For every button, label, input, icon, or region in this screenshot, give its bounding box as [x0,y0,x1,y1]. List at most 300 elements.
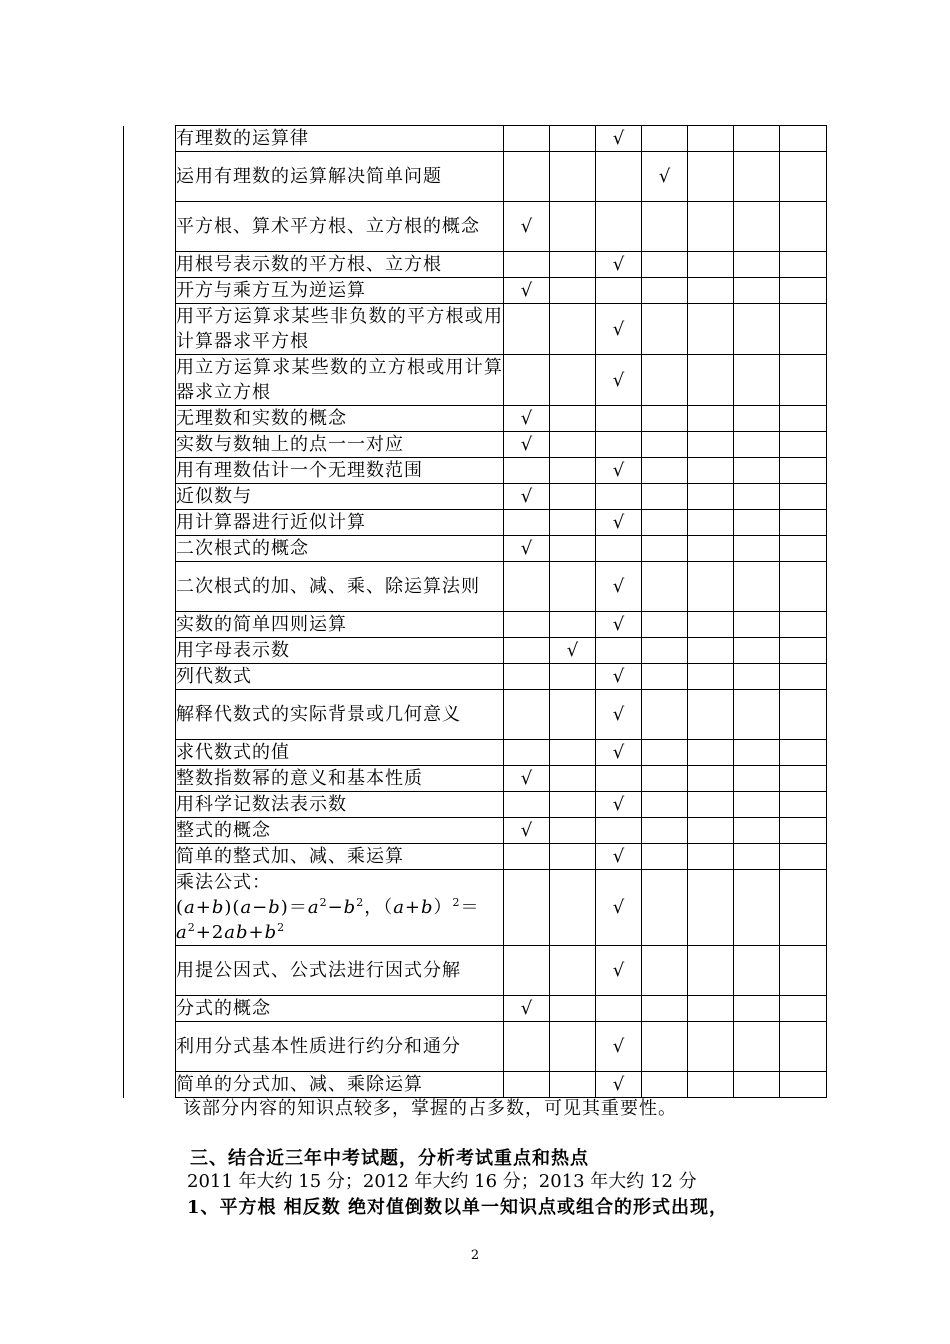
level-cell [504,766,550,792]
table-row [124,432,827,458]
level-cell [780,870,827,946]
level-cell [550,690,596,740]
check-mark: √ [520,434,533,455]
level-cell [596,432,642,458]
knowledge-table [123,125,827,1098]
check-mark: √ [612,128,625,149]
topic-cell: 求代数式的值 [176,740,504,766]
level-cell [734,844,780,870]
level-cell [596,844,642,870]
level-cell [504,278,550,304]
table-row [124,996,827,1022]
section-heading: 三、结合近三年中考试题，分析考试重点和热点 [190,1148,589,1169]
level-cell [504,126,550,152]
level-cell [504,152,550,202]
level-cell [734,1022,780,1072]
level-cell [688,304,734,355]
topic-cell: 有理数的运算律 [176,126,504,152]
level-cell [504,612,550,638]
topic-cell: 分式的概念 [176,996,504,1022]
level-cell [550,664,596,690]
level-cell [642,126,688,152]
level-cell [504,458,550,484]
category-cell [124,946,176,996]
level-cell [780,638,827,664]
level-cell [642,946,688,996]
topic-cell: 用字母表示数 [176,638,504,664]
level-cell [642,844,688,870]
table-row [124,126,827,152]
topic-cell: 利用分式基本性质进行约分和通分 [176,1022,504,1072]
level-cell [734,126,780,152]
category-cell [124,458,176,484]
level-cell [596,690,642,740]
topic-cell: 开方与乘方互为逆运算 [176,278,504,304]
level-cell [780,406,827,432]
level-cell [642,152,688,202]
level-cell [550,612,596,638]
check-mark: √ [520,820,533,841]
level-cell [688,126,734,152]
level-cell [780,510,827,536]
check-mark: √ [658,166,671,187]
level-cell [504,406,550,432]
level-cell [780,355,827,406]
formula-title: 乘法公式： [176,872,271,893]
level-cell [504,432,550,458]
level-cell [688,355,734,406]
table-row [124,664,827,690]
level-cell [504,740,550,766]
table-row [124,1022,827,1072]
level-cell [550,278,596,304]
level-cell [734,792,780,818]
level-cell [734,406,780,432]
table-row [124,870,827,946]
level-cell [780,664,827,690]
level-cell [642,818,688,844]
check-mark: √ [612,1036,625,1057]
category-cell [124,252,176,278]
table-row [124,202,827,252]
level-cell [734,638,780,664]
check-mark: √ [612,846,625,867]
check-mark: √ [612,460,625,481]
table-row [124,612,827,638]
check-mark: √ [612,742,625,763]
level-cell [550,562,596,612]
level-cell [734,664,780,690]
level-cell [504,946,550,996]
topic-cell: 简单的整式加、减、乘运算 [176,844,504,870]
level-cell [550,844,596,870]
category-cell [124,638,176,664]
level-cell [688,844,734,870]
topic-cell: 二次根式的概念 [176,536,504,562]
level-cell [550,152,596,202]
category-cell [124,844,176,870]
level-cell [780,458,827,484]
key-point: 1、平方根 相反数 绝对值倒数以单一知识点或组合的形式出现， [187,1197,729,1218]
level-cell [550,406,596,432]
level-cell [734,252,780,278]
level-cell [734,766,780,792]
check-mark: √ [612,794,625,815]
level-cell [642,432,688,458]
level-cell [642,202,688,252]
level-cell [504,996,550,1022]
level-cell [504,638,550,664]
table-row [124,278,827,304]
level-cell [596,152,642,202]
level-cell [780,484,827,510]
level-cell [780,996,827,1022]
category-cell [124,562,176,612]
level-cell [780,202,827,252]
level-cell [780,562,827,612]
table-row [124,638,827,664]
level-cell [596,996,642,1022]
topic-cell: 实数的简单四则运算 [176,612,504,638]
level-cell [734,1072,780,1098]
table-row [124,304,827,355]
level-cell [504,844,550,870]
level-cell [780,1022,827,1072]
check-mark: √ [612,512,625,533]
table-row [124,766,827,792]
table-row [124,484,827,510]
level-cell [596,458,642,484]
check-mark: √ [520,998,533,1019]
level-cell [688,612,734,638]
category-cell [124,510,176,536]
check-mark: √ [520,486,533,507]
topic-cell: 列代数式 [176,664,504,690]
category-cell [124,152,176,202]
level-cell [688,536,734,562]
check-mark: √ [612,614,625,635]
topic-cell [176,870,504,946]
level-cell [734,996,780,1022]
level-cell [688,1022,734,1072]
table-row [124,252,827,278]
level-cell [688,432,734,458]
level-cell [780,126,827,152]
level-cell [550,355,596,406]
level-cell [734,432,780,458]
level-cell [734,562,780,612]
level-cell [596,562,642,612]
level-cell [504,870,550,946]
level-cell [504,252,550,278]
level-cell [596,766,642,792]
category-cell [124,202,176,252]
level-cell [780,946,827,996]
level-cell [550,740,596,766]
level-cell [688,690,734,740]
table-row [124,355,827,406]
level-cell [688,792,734,818]
level-cell [688,278,734,304]
level-cell [688,406,734,432]
level-cell [596,406,642,432]
topic-cell: 解释代数式的实际背景或几何意义 [176,690,504,740]
level-cell [688,638,734,664]
topic-cell: 用计算器进行近似计算 [176,510,504,536]
table-row [124,406,827,432]
level-cell [688,202,734,252]
level-cell [596,304,642,355]
category-cell [124,870,176,946]
topic-cell: 用提公因式、公式法进行因式分解 [176,946,504,996]
level-cell [550,946,596,996]
level-cell [642,870,688,946]
check-mark: √ [612,318,625,340]
level-cell [642,792,688,818]
level-cell [780,252,827,278]
page-number: 2 [470,1248,480,1263]
level-cell [688,870,734,946]
level-cell [504,562,550,612]
level-cell [780,818,827,844]
check-mark: √ [520,216,533,237]
category-cell [124,432,176,458]
level-cell [780,536,827,562]
category-cell [124,664,176,690]
level-cell [596,946,642,996]
level-cell [734,484,780,510]
check-mark: √ [612,704,625,725]
topic-cell: 用有理数估计一个无理数范围 [176,458,504,484]
level-cell [688,818,734,844]
table-row [124,690,827,740]
level-cell [642,304,688,355]
topic-cell: 简单的分式加、减、乘除运算 [176,1072,504,1098]
topic-cell: 平方根、算术平方根、立方根的概念 [176,202,504,252]
level-cell [550,792,596,818]
topic-cell: 实数与数轴上的点一一对应 [176,432,504,458]
level-cell [596,126,642,152]
level-cell [550,432,596,458]
level-cell [642,562,688,612]
level-cell [596,1022,642,1072]
topic-cell: 二次根式的加、减、乘、除运算法则 [176,562,504,612]
check-mark: √ [520,408,533,429]
level-cell [688,664,734,690]
category-cell [124,304,176,355]
check-mark: √ [520,280,533,301]
level-cell [734,946,780,996]
table-row [124,844,827,870]
level-cell [642,740,688,766]
category-cell [124,355,176,406]
level-cell [550,996,596,1022]
check-mark: √ [566,640,579,661]
level-cell [642,406,688,432]
level-cell [596,870,642,946]
level-cell [550,252,596,278]
level-cell [596,278,642,304]
level-cell [504,202,550,252]
level-cell [596,792,642,818]
level-cell [550,304,596,355]
level-cell [550,484,596,510]
level-cell [596,536,642,562]
category-cell [124,1022,176,1072]
level-cell [780,304,827,355]
topic-cell: 无理数和实数的概念 [176,406,504,432]
level-cell [550,458,596,484]
level-cell [688,766,734,792]
level-cell [550,818,596,844]
check-mark: √ [612,576,625,597]
level-cell [734,304,780,355]
level-cell [642,1022,688,1072]
level-cell [688,740,734,766]
level-cell [596,484,642,510]
level-cell [780,740,827,766]
level-cell [504,1022,550,1072]
level-cell [642,458,688,484]
level-cell [780,792,827,818]
level-cell [734,818,780,844]
formula-line-2: $a^2+2ab+b^2$ [176,921,286,943]
level-cell [504,690,550,740]
level-cell [780,278,827,304]
level-cell [550,510,596,536]
category-cell [124,766,176,792]
check-mark: √ [520,768,533,789]
table-row [124,818,827,844]
level-cell [596,510,642,536]
formula-line-1: $(a+b)(a-b)=a^2-b^2$，$(a+b)^2=$ [176,896,480,918]
topic-cell: 用科学记数法表示数 [176,792,504,818]
level-cell [734,152,780,202]
level-cell [780,152,827,202]
level-cell [642,638,688,664]
category-cell [124,690,176,740]
level-cell [642,690,688,740]
level-cell [688,946,734,996]
level-cell [780,612,827,638]
level-cell [688,252,734,278]
level-cell [688,484,734,510]
topic-cell: 用平方运算求某些非负数的平方根或用计算器求平方根 [176,304,504,355]
level-cell [642,996,688,1022]
table-row [124,562,827,612]
check-mark: √ [612,1074,625,1095]
level-cell [734,612,780,638]
level-cell [550,536,596,562]
level-cell [780,1072,827,1098]
topic-cell: 整数指数幂的意义和基本性质 [176,766,504,792]
level-cell [642,766,688,792]
topic-cell: 整式的概念 [176,818,504,844]
level-cell [734,355,780,406]
table-row [124,458,827,484]
level-cell [504,484,550,510]
level-cell [642,536,688,562]
category-cell [124,484,176,510]
level-cell [734,458,780,484]
category-cell [124,740,176,766]
level-cell [550,202,596,252]
level-cell [734,510,780,536]
category-cell [124,996,176,1022]
level-cell [688,152,734,202]
level-cell [596,355,642,406]
category-cell [124,1072,176,1098]
level-cell [688,996,734,1022]
table-row [124,740,827,766]
category-cell [124,406,176,432]
level-cell [642,612,688,638]
level-cell [642,278,688,304]
check-mark: √ [612,666,625,687]
level-cell [504,664,550,690]
table-body [124,126,827,1098]
level-cell [642,484,688,510]
topic-cell: 运用有理数的运算解决简单问题 [176,152,504,202]
check-mark: √ [612,369,625,391]
level-cell [504,792,550,818]
level-cell [596,252,642,278]
level-cell [688,458,734,484]
level-cell [780,690,827,740]
level-cell [734,278,780,304]
level-cell [642,664,688,690]
level-cell [642,510,688,536]
level-cell [550,870,596,946]
category-cell [124,278,176,304]
category-cell [124,792,176,818]
category-cell [124,536,176,562]
level-cell [550,126,596,152]
level-cell [596,612,642,638]
table-row [124,510,827,536]
level-cell [504,536,550,562]
level-cell [734,870,780,946]
table-row [124,946,827,996]
level-cell [734,740,780,766]
check-mark: √ [612,897,625,918]
check-mark: √ [612,960,625,981]
level-cell [688,510,734,536]
level-cell [596,818,642,844]
level-cell [734,202,780,252]
level-cell [688,562,734,612]
level-cell [596,664,642,690]
summary-note: 该部分内容的知识点较多，掌握的占多数，可见其重要性。 [183,1098,677,1119]
topic-cell: 用根号表示数的平方根、立方根 [176,252,504,278]
level-cell [734,536,780,562]
score-history: 2011 年大约 15 分；2012 年大约 16 分；2013 年大约 12 分 [187,1171,697,1192]
level-cell [550,638,596,664]
category-cell [124,818,176,844]
level-cell [688,1072,734,1098]
table-row [124,792,827,818]
check-mark: √ [520,538,533,559]
level-cell [642,355,688,406]
category-cell [124,612,176,638]
level-cell [596,202,642,252]
category-cell [124,126,176,152]
level-cell [734,690,780,740]
level-cell [550,1022,596,1072]
level-cell [596,740,642,766]
level-cell [504,510,550,536]
level-cell [780,766,827,792]
